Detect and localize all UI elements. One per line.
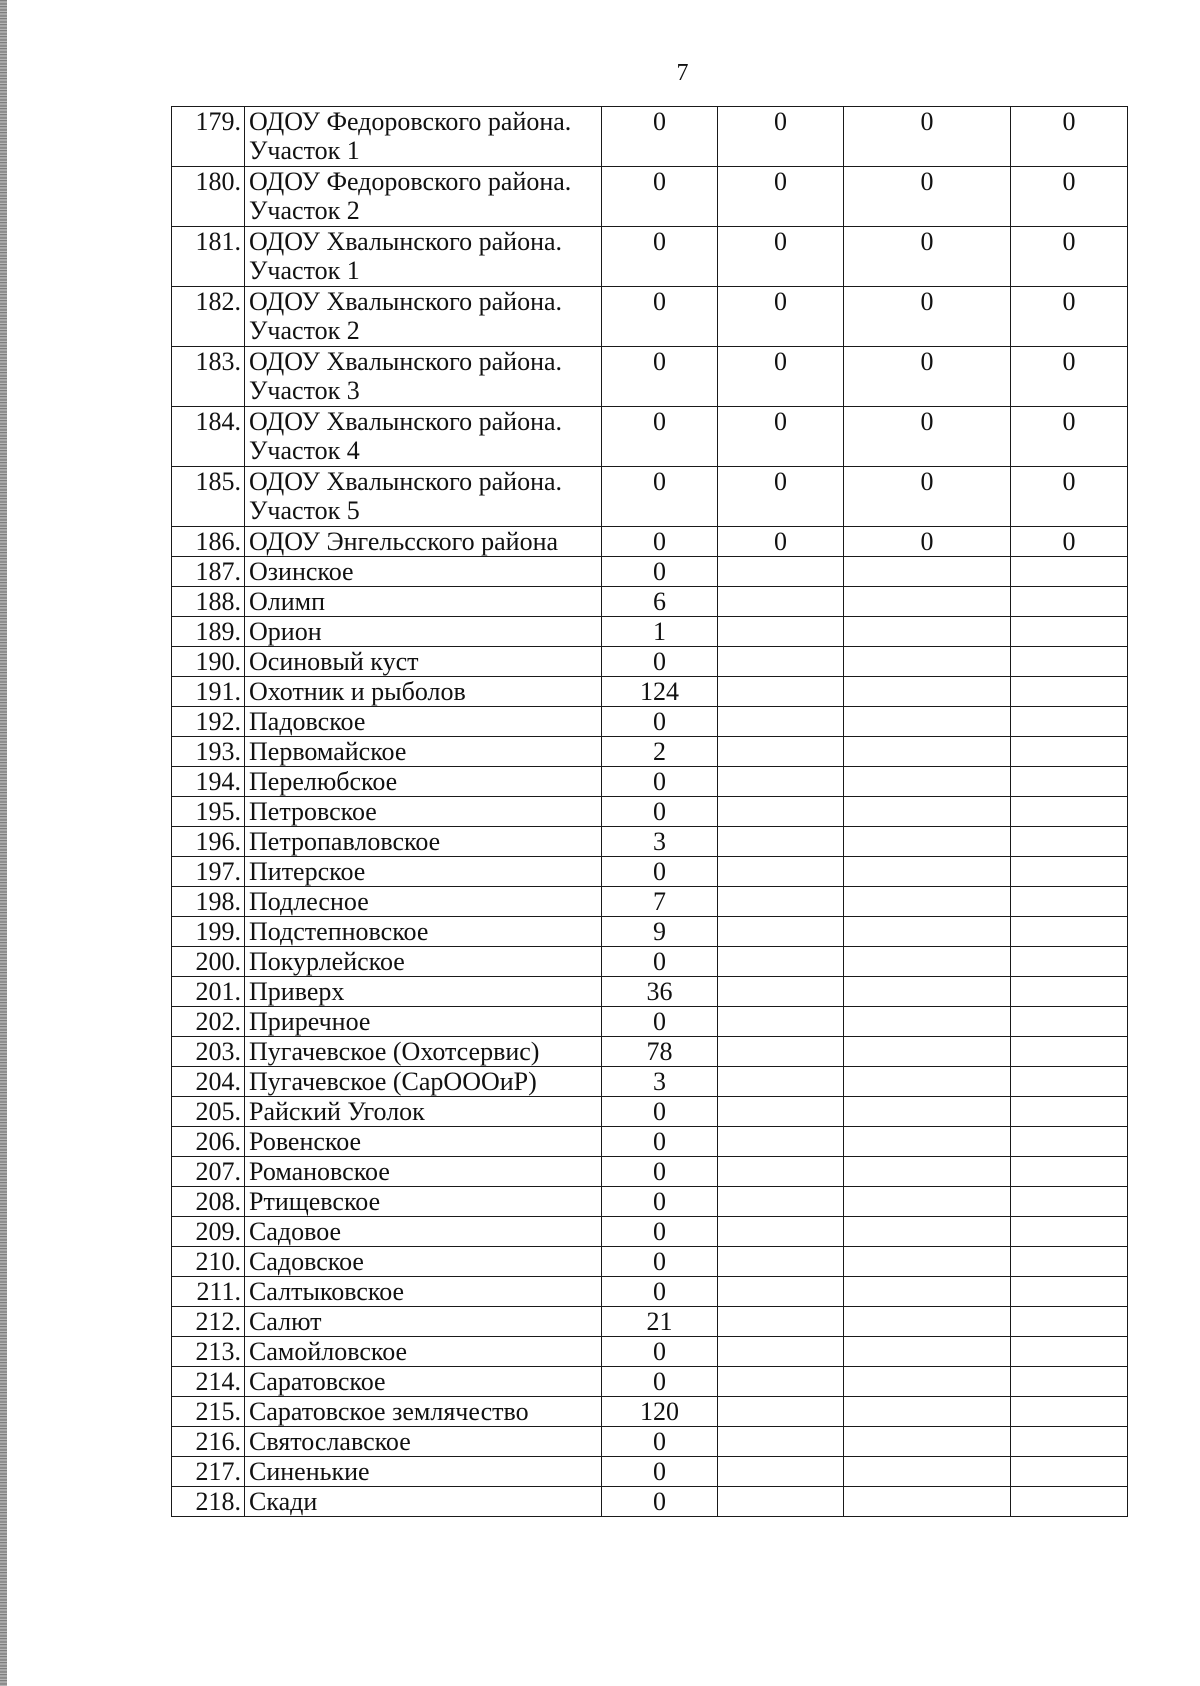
row-value-3 (844, 1457, 1011, 1487)
row-value-1: 1 (602, 617, 718, 647)
row-value-4 (1011, 1337, 1128, 1367)
row-name: Самойловское (245, 1337, 602, 1367)
row-number: 188. (172, 587, 245, 617)
row-name: Покурлейское (245, 947, 602, 977)
row-value-1: 3 (602, 1067, 718, 1097)
row-number: 207. (172, 1157, 245, 1187)
row-name: Приверх (245, 977, 602, 1007)
table-row (172, 167, 1128, 227)
row-number: 209. (172, 1217, 245, 1247)
row-name: Приречное (245, 1007, 602, 1037)
row-number: 183. (172, 347, 245, 407)
table-row (172, 1307, 1128, 1337)
row-name: Падовское (245, 707, 602, 737)
row-value-1: 120 (602, 1397, 718, 1427)
table-row (172, 1007, 1128, 1037)
row-value-1: 0 (602, 947, 718, 977)
row-value-4 (1011, 1247, 1128, 1277)
row-value-2: 0 (718, 287, 844, 347)
row-value-4 (1011, 1127, 1128, 1157)
row-number: 199. (172, 917, 245, 947)
row-name: ОДОУ Хвалынского района. Участок 3 (245, 347, 602, 407)
row-value-3 (844, 1037, 1011, 1067)
row-value-2: 0 (718, 527, 844, 557)
row-name: Саратовское (245, 1367, 602, 1397)
table-row (172, 1127, 1128, 1157)
row-value-1: 0 (602, 107, 718, 167)
table-row (172, 647, 1128, 677)
row-value-1: 0 (602, 1007, 718, 1037)
row-value-3 (844, 677, 1011, 707)
row-name: Петровское (245, 797, 602, 827)
row-value-3 (844, 1397, 1011, 1427)
scan-edge (0, 0, 7, 1686)
row-number: 212. (172, 1307, 245, 1337)
table-row (172, 827, 1128, 857)
row-number: 216. (172, 1427, 245, 1457)
row-value-3: 0 (844, 107, 1011, 167)
row-value-2 (718, 647, 844, 677)
row-value-3 (844, 1487, 1011, 1517)
row-value-1: 0 (602, 1367, 718, 1397)
row-number: 187. (172, 557, 245, 587)
row-value-4 (1011, 977, 1128, 1007)
table-row (172, 1457, 1128, 1487)
row-name: Святославское (245, 1427, 602, 1457)
row-value-2 (718, 1367, 844, 1397)
row-value-3 (844, 947, 1011, 977)
row-value-1: 0 (602, 1487, 718, 1517)
row-name: Осиновый куст (245, 647, 602, 677)
row-value-2 (718, 587, 844, 617)
table-row (172, 467, 1128, 527)
row-number: 213. (172, 1337, 245, 1367)
row-value-1: 0 (602, 1247, 718, 1277)
row-number: 186. (172, 527, 245, 557)
row-number: 200. (172, 947, 245, 977)
row-value-4: 0 (1011, 107, 1128, 167)
row-value-2: 0 (718, 167, 844, 227)
row-value-1: 21 (602, 1307, 718, 1337)
row-value-2: 0 (718, 107, 844, 167)
row-number: 201. (172, 977, 245, 1007)
row-value-4 (1011, 827, 1128, 857)
row-name: Петропавловское (245, 827, 602, 857)
row-value-4 (1011, 1397, 1128, 1427)
row-value-3: 0 (844, 527, 1011, 557)
table-row (172, 917, 1128, 947)
row-value-3 (844, 707, 1011, 737)
row-value-4 (1011, 1037, 1128, 1067)
row-number: 208. (172, 1187, 245, 1217)
row-value-4 (1011, 587, 1128, 617)
table-row (172, 107, 1128, 167)
row-value-4 (1011, 707, 1128, 737)
row-number: 210. (172, 1247, 245, 1277)
row-value-1: 2 (602, 737, 718, 767)
row-value-4: 0 (1011, 407, 1128, 467)
row-value-4 (1011, 1187, 1128, 1217)
row-value-3 (844, 857, 1011, 887)
table-row (172, 677, 1128, 707)
table-row (172, 1037, 1128, 1067)
table-row (172, 797, 1128, 827)
row-value-1: 9 (602, 917, 718, 947)
row-value-1: 0 (602, 797, 718, 827)
row-value-1: 0 (602, 1187, 718, 1217)
row-number: 198. (172, 887, 245, 917)
row-value-1: 0 (602, 767, 718, 797)
row-value-4 (1011, 1277, 1128, 1307)
table-row (172, 947, 1128, 977)
row-value-3 (844, 1337, 1011, 1367)
row-number: 197. (172, 857, 245, 887)
row-value-2 (718, 947, 844, 977)
row-value-3 (844, 797, 1011, 827)
row-value-2 (718, 1307, 844, 1337)
row-value-4 (1011, 1157, 1128, 1187)
table-row (172, 1487, 1128, 1517)
row-value-2 (718, 1067, 844, 1097)
row-name: ОДОУ Хвалынского района. Участок 5 (245, 467, 602, 527)
row-number: 217. (172, 1457, 245, 1487)
row-value-2 (718, 1217, 844, 1247)
row-number: 184. (172, 407, 245, 467)
table-body (172, 107, 1128, 1517)
row-value-2 (718, 797, 844, 827)
row-value-2 (718, 737, 844, 767)
row-name: Перелюбское (245, 767, 602, 797)
row-name: Первомайское (245, 737, 602, 767)
row-number: 204. (172, 1067, 245, 1097)
table-row (172, 1337, 1128, 1367)
row-name: ОДОУ Федоровского района. Участок 1 (245, 107, 602, 167)
row-value-2 (718, 917, 844, 947)
row-value-4 (1011, 1427, 1128, 1457)
row-value-1: 0 (602, 467, 718, 527)
page-number: 7 (676, 60, 689, 86)
row-value-3 (844, 587, 1011, 617)
row-name: ОДОУ Федоровского района. Участок 2 (245, 167, 602, 227)
row-value-1: 36 (602, 977, 718, 1007)
table-row (172, 347, 1128, 407)
row-number: 180. (172, 167, 245, 227)
row-value-4 (1011, 1367, 1128, 1397)
row-number: 205. (172, 1097, 245, 1127)
row-value-4 (1011, 1457, 1128, 1487)
table-row (172, 1427, 1128, 1457)
row-number: 179. (172, 107, 245, 167)
row-value-1: 0 (602, 1157, 718, 1187)
row-value-1: 124 (602, 677, 718, 707)
row-value-3 (844, 1277, 1011, 1307)
row-number: 202. (172, 1007, 245, 1037)
row-value-4 (1011, 557, 1128, 587)
row-name: Подстепновское (245, 917, 602, 947)
row-value-4 (1011, 887, 1128, 917)
table-row (172, 977, 1128, 1007)
row-value-3 (844, 1427, 1011, 1457)
row-value-3: 0 (844, 347, 1011, 407)
data-table (171, 106, 1128, 1517)
row-value-3 (844, 1067, 1011, 1097)
row-value-2 (718, 857, 844, 887)
row-value-3: 0 (844, 407, 1011, 467)
row-value-2 (718, 677, 844, 707)
row-number: 196. (172, 827, 245, 857)
row-value-3 (844, 827, 1011, 857)
row-value-2 (718, 767, 844, 797)
row-value-4 (1011, 1007, 1128, 1037)
row-value-1: 0 (602, 1427, 718, 1457)
row-value-2 (718, 887, 844, 917)
row-number: 206. (172, 1127, 245, 1157)
row-number: 190. (172, 647, 245, 677)
table-row (172, 1067, 1128, 1097)
row-value-2 (718, 1037, 844, 1067)
row-value-2: 0 (718, 227, 844, 287)
row-value-1: 0 (602, 407, 718, 467)
row-value-2 (718, 1157, 844, 1187)
row-value-3 (844, 887, 1011, 917)
row-value-1: 0 (602, 227, 718, 287)
row-value-4 (1011, 947, 1128, 977)
row-name: Синенькие (245, 1457, 602, 1487)
row-name: Садовское (245, 1247, 602, 1277)
row-value-4 (1011, 737, 1128, 767)
row-number: 194. (172, 767, 245, 797)
row-name: Салют (245, 1307, 602, 1337)
row-value-3 (844, 737, 1011, 767)
table-row (172, 1187, 1128, 1217)
table-row (172, 1157, 1128, 1187)
row-name: ОДОУ Хвалынского района. Участок 2 (245, 287, 602, 347)
row-value-4: 0 (1011, 227, 1128, 287)
table-row (172, 857, 1128, 887)
row-value-4 (1011, 1307, 1128, 1337)
table-row (172, 767, 1128, 797)
row-value-2 (718, 1487, 844, 1517)
row-value-1: 0 (602, 167, 718, 227)
row-value-4: 0 (1011, 467, 1128, 527)
row-name: ОДОУ Хвалынского района. Участок 1 (245, 227, 602, 287)
table-row (172, 1097, 1128, 1127)
table-row (172, 1277, 1128, 1307)
table-row (172, 1247, 1128, 1277)
row-value-4: 0 (1011, 527, 1128, 557)
row-value-3: 0 (844, 167, 1011, 227)
row-name: Пугачевское (СарОООиР) (245, 1067, 602, 1097)
row-value-1: 78 (602, 1037, 718, 1067)
row-value-2 (718, 1127, 844, 1157)
row-value-2 (718, 557, 844, 587)
row-value-4 (1011, 1067, 1128, 1097)
table-row (172, 707, 1128, 737)
row-value-1: 0 (602, 1277, 718, 1307)
row-value-2 (718, 1007, 844, 1037)
row-value-4 (1011, 857, 1128, 887)
row-value-4: 0 (1011, 347, 1128, 407)
table-row (172, 587, 1128, 617)
row-value-1: 0 (602, 347, 718, 407)
row-value-4: 0 (1011, 287, 1128, 347)
table-row (172, 737, 1128, 767)
row-value-2: 0 (718, 407, 844, 467)
row-value-3 (844, 1097, 1011, 1127)
row-value-3 (844, 1007, 1011, 1037)
row-name: ОДОУ Хвалынского района. Участок 4 (245, 407, 602, 467)
row-name: Романовское (245, 1157, 602, 1187)
row-name: Скади (245, 1487, 602, 1517)
row-name: ОДОУ Энгельсского района (245, 527, 602, 557)
row-name: Охотник и рыболов (245, 677, 602, 707)
row-number: 192. (172, 707, 245, 737)
row-value-3: 0 (844, 227, 1011, 287)
row-value-2: 0 (718, 467, 844, 527)
row-value-2 (718, 1337, 844, 1367)
row-value-4 (1011, 917, 1128, 947)
row-name: Пугачевское (Охотсервис) (245, 1037, 602, 1067)
row-value-3 (844, 1247, 1011, 1277)
row-value-3 (844, 977, 1011, 1007)
row-value-1: 0 (602, 647, 718, 677)
row-number: 193. (172, 737, 245, 767)
row-number: 203. (172, 1037, 245, 1067)
row-value-2 (718, 977, 844, 1007)
row-name: Саратовское землячество (245, 1397, 602, 1427)
row-name: Ровенское (245, 1127, 602, 1157)
row-value-2 (718, 1397, 844, 1427)
row-number: 189. (172, 617, 245, 647)
row-value-1: 0 (602, 1337, 718, 1367)
row-value-2 (718, 1277, 844, 1307)
row-value-1: 0 (602, 1217, 718, 1247)
row-value-3 (844, 1127, 1011, 1157)
row-value-4 (1011, 767, 1128, 797)
row-name: Орион (245, 617, 602, 647)
row-value-3: 0 (844, 467, 1011, 527)
row-value-1: 0 (602, 1457, 718, 1487)
row-value-1: 6 (602, 587, 718, 617)
row-value-4 (1011, 1487, 1128, 1517)
row-value-4 (1011, 797, 1128, 827)
row-number: 182. (172, 287, 245, 347)
row-value-2 (718, 1457, 844, 1487)
row-value-2 (718, 1097, 844, 1127)
row-name: Садовое (245, 1217, 602, 1247)
row-value-3 (844, 1187, 1011, 1217)
row-value-3 (844, 917, 1011, 947)
row-value-4: 0 (1011, 167, 1128, 227)
row-number: 181. (172, 227, 245, 287)
row-value-4 (1011, 1097, 1128, 1127)
row-value-1: 0 (602, 1097, 718, 1127)
row-value-4 (1011, 617, 1128, 647)
row-value-2 (718, 827, 844, 857)
row-value-1: 0 (602, 707, 718, 737)
table-row (172, 287, 1128, 347)
row-value-3 (844, 1307, 1011, 1337)
table-row (172, 1217, 1128, 1247)
row-value-1: 0 (602, 287, 718, 347)
table-row (172, 407, 1128, 467)
row-number: 191. (172, 677, 245, 707)
row-value-4 (1011, 677, 1128, 707)
row-value-3: 0 (844, 287, 1011, 347)
row-value-1: 0 (602, 557, 718, 587)
row-value-1: 3 (602, 827, 718, 857)
row-value-1: 0 (602, 1127, 718, 1157)
table-row (172, 227, 1128, 287)
row-name: Райский Уголок (245, 1097, 602, 1127)
table-row (172, 887, 1128, 917)
row-value-4 (1011, 1217, 1128, 1247)
row-value-2 (718, 1427, 844, 1457)
row-value-1: 0 (602, 857, 718, 887)
row-value-2 (718, 617, 844, 647)
table-row (172, 1397, 1128, 1427)
row-number: 218. (172, 1487, 245, 1517)
row-value-3 (844, 1157, 1011, 1187)
row-name: Питерское (245, 857, 602, 887)
row-value-2 (718, 707, 844, 737)
row-value-2 (718, 1247, 844, 1277)
row-value-3 (844, 557, 1011, 587)
row-value-1: 0 (602, 527, 718, 557)
row-number: 185. (172, 467, 245, 527)
table-row (172, 527, 1128, 557)
row-number: 215. (172, 1397, 245, 1427)
row-value-3 (844, 1217, 1011, 1247)
table-row (172, 1367, 1128, 1397)
row-name: Подлесное (245, 887, 602, 917)
row-value-3 (844, 1367, 1011, 1397)
row-name: Озинское (245, 557, 602, 587)
row-value-2 (718, 1187, 844, 1217)
row-name: Салтыковское (245, 1277, 602, 1307)
table-row (172, 617, 1128, 647)
row-number: 214. (172, 1367, 245, 1397)
row-number: 211. (172, 1277, 245, 1307)
table-row (172, 557, 1128, 587)
row-value-4 (1011, 647, 1128, 677)
row-value-3 (844, 647, 1011, 677)
row-name: Ртищевское (245, 1187, 602, 1217)
row-value-3 (844, 767, 1011, 797)
row-name: Олимп (245, 587, 602, 617)
row-value-1: 7 (602, 887, 718, 917)
row-number: 195. (172, 797, 245, 827)
row-value-2: 0 (718, 347, 844, 407)
row-value-3 (844, 617, 1011, 647)
